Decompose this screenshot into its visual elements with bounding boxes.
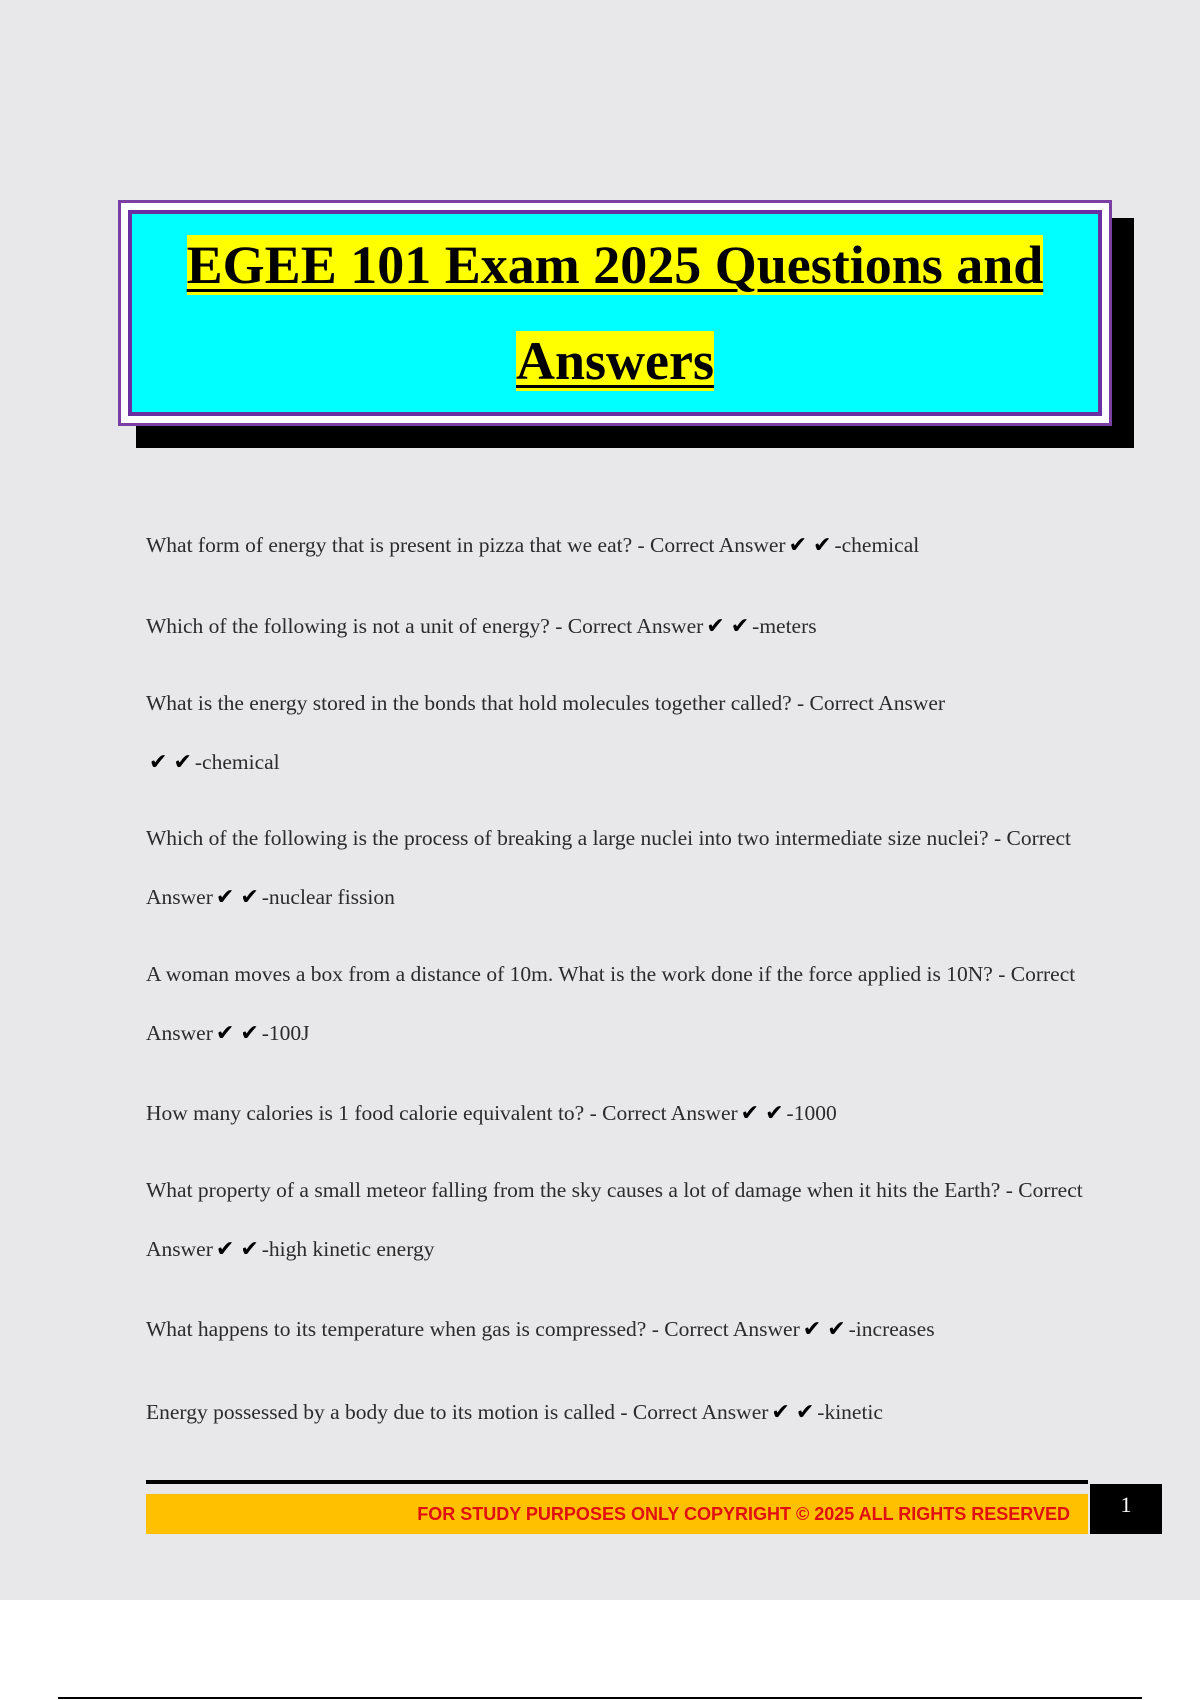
answer-text: -meters [752, 614, 817, 638]
check-icon: ✔ [740, 1101, 760, 1126]
check-icon: ✔ [149, 750, 168, 775]
question-text: Which of the following is the process of breaking a large nuclei into two intermediate size nuclei? - Correct Answer [146, 826, 1071, 909]
qa-item-2 [146, 597, 1096, 656]
check-icon: ✔ [795, 1400, 815, 1425]
check-icon: ✔ [827, 1317, 846, 1342]
check-icon: ✔ [215, 885, 235, 910]
question-text: Which of the following is not a unit of energy? - Correct Answer [146, 614, 704, 638]
check-icon: ✔ [173, 750, 192, 775]
answer-text: -high kinetic energy [261, 1237, 435, 1261]
question-text: What form of energy that is present in pizza that we eat? - Correct Answer [146, 533, 786, 557]
answer-text: -1000 [786, 1101, 837, 1125]
qa-item-5 [146, 945, 1096, 1063]
qa-item-3 [146, 674, 966, 792]
check-icon: ✔ [215, 1021, 235, 1046]
qa-item-4 [146, 809, 1096, 927]
qa-item-6 [146, 1084, 1096, 1143]
document-title [132, 214, 1098, 409]
check-icon: ✔ [215, 1237, 235, 1262]
title-box-inner [128, 210, 1102, 416]
title-line-2: Answers [516, 331, 714, 391]
title-box [118, 200, 1112, 426]
qa-item-9 [146, 1383, 1096, 1442]
check-icon: ✔ [706, 614, 725, 639]
answer-text: -increases [848, 1317, 935, 1341]
question-text: What is the energy stored in the bonds that hold molecules together called? - Correct Answer [146, 691, 946, 715]
footer-copyright: FOR STUDY PURPOSES ONLY COPYRIGHT © 2025 ALL RIGHTS RESERVED [146, 1494, 1088, 1534]
next-page-top-rule [58, 1697, 1142, 1699]
question-text: What happens to its temperature when gas is compressed? - Correct Answer [146, 1317, 800, 1341]
qa-item-7 [146, 1161, 1096, 1279]
question-text: A woman moves a box from a distance of 10m. What is the work done if the force applied is 10N? - Correct Answer [146, 962, 1076, 1045]
check-icon: ✔ [813, 533, 832, 558]
check-icon: ✔ [788, 533, 808, 558]
title-line-1: EGEE 101 Exam 2025 Questions and [186, 235, 1044, 295]
check-icon: ✔ [730, 614, 750, 639]
check-icon: ✔ [240, 885, 259, 910]
qa-item-1 [146, 516, 1096, 575]
footer-rule [146, 1480, 1088, 1484]
check-icon: ✔ [771, 1400, 790, 1425]
qa-item-8 [146, 1300, 1096, 1359]
check-icon: ✔ [802, 1317, 822, 1342]
page-number: 1 [1090, 1484, 1162, 1534]
check-icon: ✔ [765, 1101, 784, 1126]
check-icon: ✔ [240, 1237, 259, 1262]
answer-text: -nuclear fission [261, 885, 395, 909]
answer-text: -chemical [194, 750, 280, 774]
answer-text: -kinetic [817, 1400, 883, 1424]
question-text: What property of a small meteor falling from the sky causes a lot of damage when it hits the Earth? - Correct Answer [146, 1178, 1083, 1261]
answer-text: -chemical [834, 533, 920, 557]
check-icon: ✔ [240, 1021, 259, 1046]
question-text: Energy possessed by a body due to its motion is called - Correct Answer [146, 1400, 769, 1424]
question-text: How many calories is 1 food calorie equivalent to? - Correct Answer [146, 1101, 738, 1125]
answer-text: -100J [261, 1021, 310, 1045]
